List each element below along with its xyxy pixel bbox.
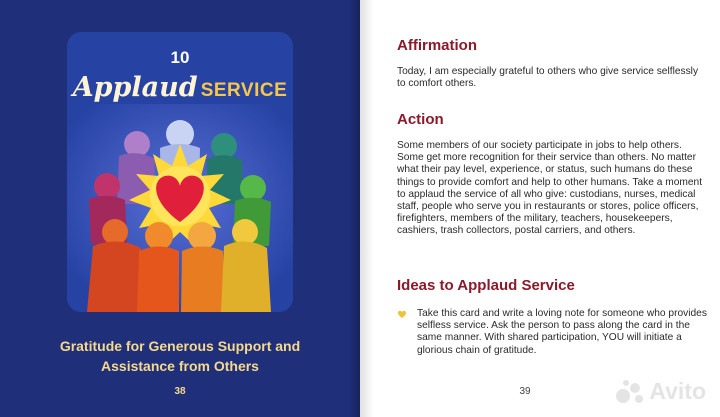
action-heading: Action <box>397 111 444 128</box>
card-caption-line2: Assistance from Others <box>101 358 259 374</box>
action-text: Some members of our society participate in jobs to help others. Some get more recognition for their service than others. No matter what their pay level, experience, or status, such humans do these things to provide comfort and help to other humans. Take a moment to applaud the service of all who give: custodians, nurses, medical staff, people who serve you in restaurants or stores, police officers, firefighters, members of the military, teachers, housekeepers, cashiers, trash collectors, postal carriers, and others. <box>397 140 703 237</box>
avito-watermark <box>615 378 706 405</box>
card-number: 10 <box>170 48 190 67</box>
card-title-script: Applaud <box>72 72 198 103</box>
list-item <box>397 308 709 357</box>
affirmation-heading: Affirmation <box>397 37 477 54</box>
gutter-shadow <box>348 0 360 417</box>
ideas-heading: Ideas to Applaud Service <box>397 277 575 294</box>
watermark-text: Avito <box>649 378 706 404</box>
heart-circle-of-people-illustration <box>67 104 293 312</box>
affirmation-card <box>67 32 293 312</box>
card-title-caps: SERVICE <box>200 80 288 101</box>
heart-icon <box>397 309 407 319</box>
right-page-number: 39 <box>519 386 531 397</box>
right-page <box>360 0 720 417</box>
gutter-shade <box>360 0 374 417</box>
card-caption-line1: Gratitude for Generous Support and <box>59 338 301 354</box>
avito-dots-icon <box>615 379 645 405</box>
idea-text: Take this card and write a loving note for someone who provides selfless service. Ask the person to pass along the card in the same manner. With shared participation, YOU will initiate a glorious chain of gratitude. <box>417 308 707 356</box>
affirmation-text: Today, I am especially grateful to others who give service selflessly to comfort others. <box>397 66 699 90</box>
left-page-number: 38 <box>174 386 186 397</box>
card-title <box>67 72 293 103</box>
card-caption <box>20 336 340 376</box>
